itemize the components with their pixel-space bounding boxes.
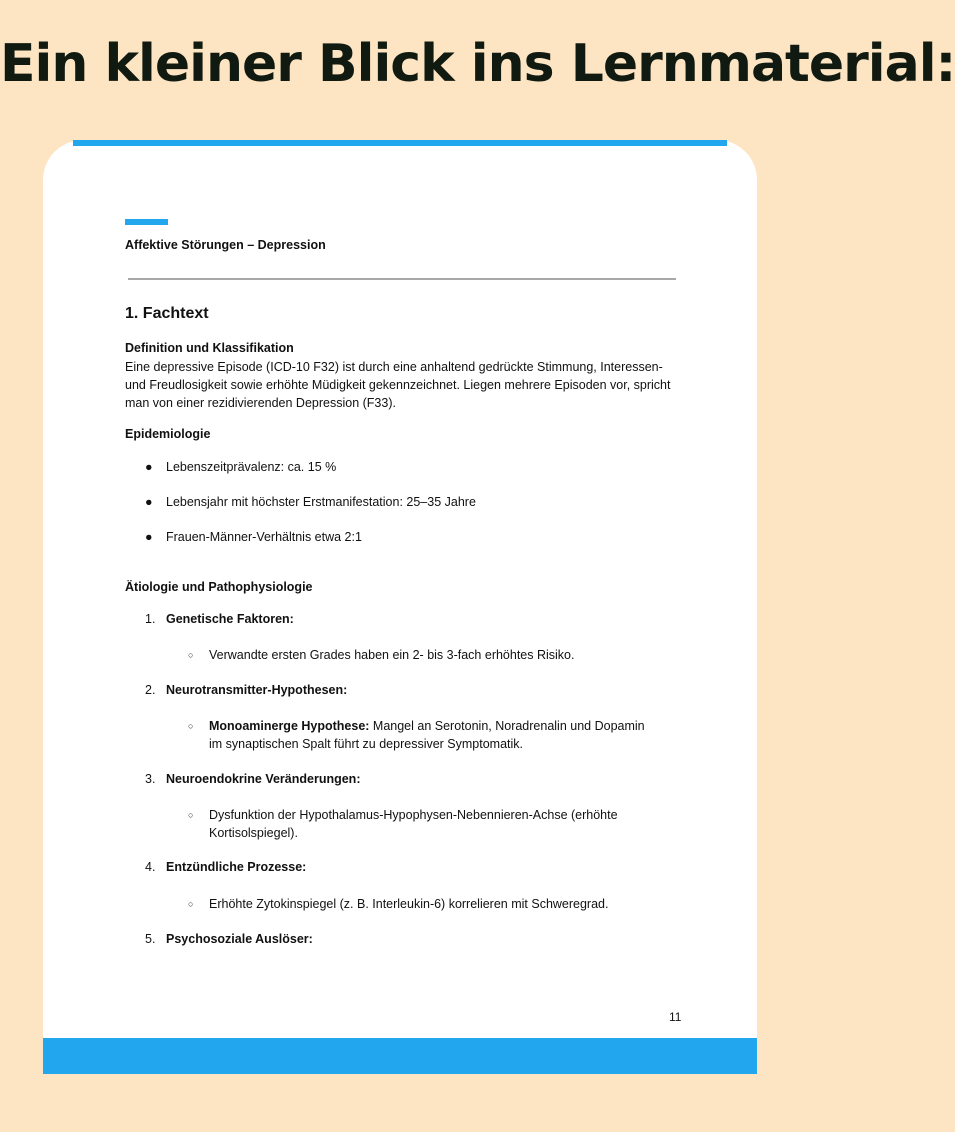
definition-text: Eine depressive Episode (ICD-10 F32) ist durch eine anhaltend gedrückte Stimmung, Interessen- und Freudlosigkeit sowie erhöhte Müdigkeit gekennzeichnet. Liegen mehrere Episoden vor, spricht man von einer rezidivierenden Depression (F33).	[125, 360, 671, 410]
card-top-accent-bar	[73, 140, 727, 146]
bullet-icon: ●	[145, 530, 153, 544]
circle-bullet-icon: ○	[188, 650, 194, 660]
page-headline: Ein kleiner Blick ins Lernmaterial:	[0, 34, 955, 94]
card-bottom-accent-bar	[43, 1038, 757, 1074]
circle-bullet-icon: ○	[188, 721, 194, 731]
etiology-heading: Ätiologie und Pathophysiologie	[125, 580, 313, 594]
title-divider	[128, 278, 676, 280]
sub-list-item: ○ Verwandte ersten Grades haben ein 2- bis 3-fach erhöhtes Risiko.	[188, 648, 575, 662]
circle-bullet-icon: ○	[188, 810, 194, 820]
bullet-icon: ●	[145, 460, 153, 474]
bullet-icon: ●	[145, 495, 153, 509]
sub-list-item: ○ Dysfunktion der Hypothalamus-Hypophysen-Nebennieren-Achse (erhöhte Kortisolspiegel).	[188, 808, 618, 840]
section-heading: 1. Fachtext	[125, 305, 209, 322]
document-page-card: Affektive Störungen – Depression 1. Fachtext Definition und Klassifikation Eine depressive Episode (ICD-10 F32) ist durch eine anhaltend gedrückte Stimmung, Interessen- und Freudlosigkeit sowie erhöhte Müdigkeit gekennzeichnet. Liegen mehrere Episoden vor, spricht man von einer rezidivierenden Depression (F33). Epidemiologie ● Lebenszeitprävalenz: ca. 15 % ● Lebensjahr mit höchster Erstmanifestation: 25–35 Jahre ● Frauen-Männer-Verhältnis etwa 2:1 Ätiologie und Pathophysiologie 1. Genetische Faktoren: ○ Verwandte ersten Grades haben ein 2- bis 3-fach erhöhtes Risiko. 2. Neurotransmitter-Hypothesen: ○ Monoaminerge Hypothese: Mangel an Serotonin, Noradrenalin und Dopamin im synaptischen Spalt führt zu depressiver Symptomatik. 3. Neuroendokrine Veränderungen: ○ Dysfunktion der Hypothalamus-Hypophysen-Nebennieren-Achse (erhöhte Kortisolspiegel). 4. Entzündliche Prozesse: ○ Erhöhte Zytokinspiegel (z. B. Interleukin-6) korrelieren mit Schweregrad. 5. Psychosoziale Auslöser: 11	[43, 140, 757, 1074]
sub-list-item: ○ Monoaminerge Hypothese: Mangel an Serotonin, Noradrenalin und Dopamin im synaptischen Spalt führt zu depressiver Symptomatik.	[188, 719, 645, 751]
document-title: Affektive Störungen – Depression	[125, 238, 326, 252]
definition-heading: Definition und Klassifikation	[125, 341, 294, 355]
sub-list-item: ○ Erhöhte Zytokinspiegel (z. B. Interleukin-6) korrelieren mit Schweregrad.	[188, 897, 609, 911]
page-number: 11	[669, 1010, 682, 1024]
title-accent-bar	[125, 219, 168, 225]
epidemiology-heading: Epidemiologie	[125, 427, 211, 441]
circle-bullet-icon: ○	[188, 899, 194, 909]
